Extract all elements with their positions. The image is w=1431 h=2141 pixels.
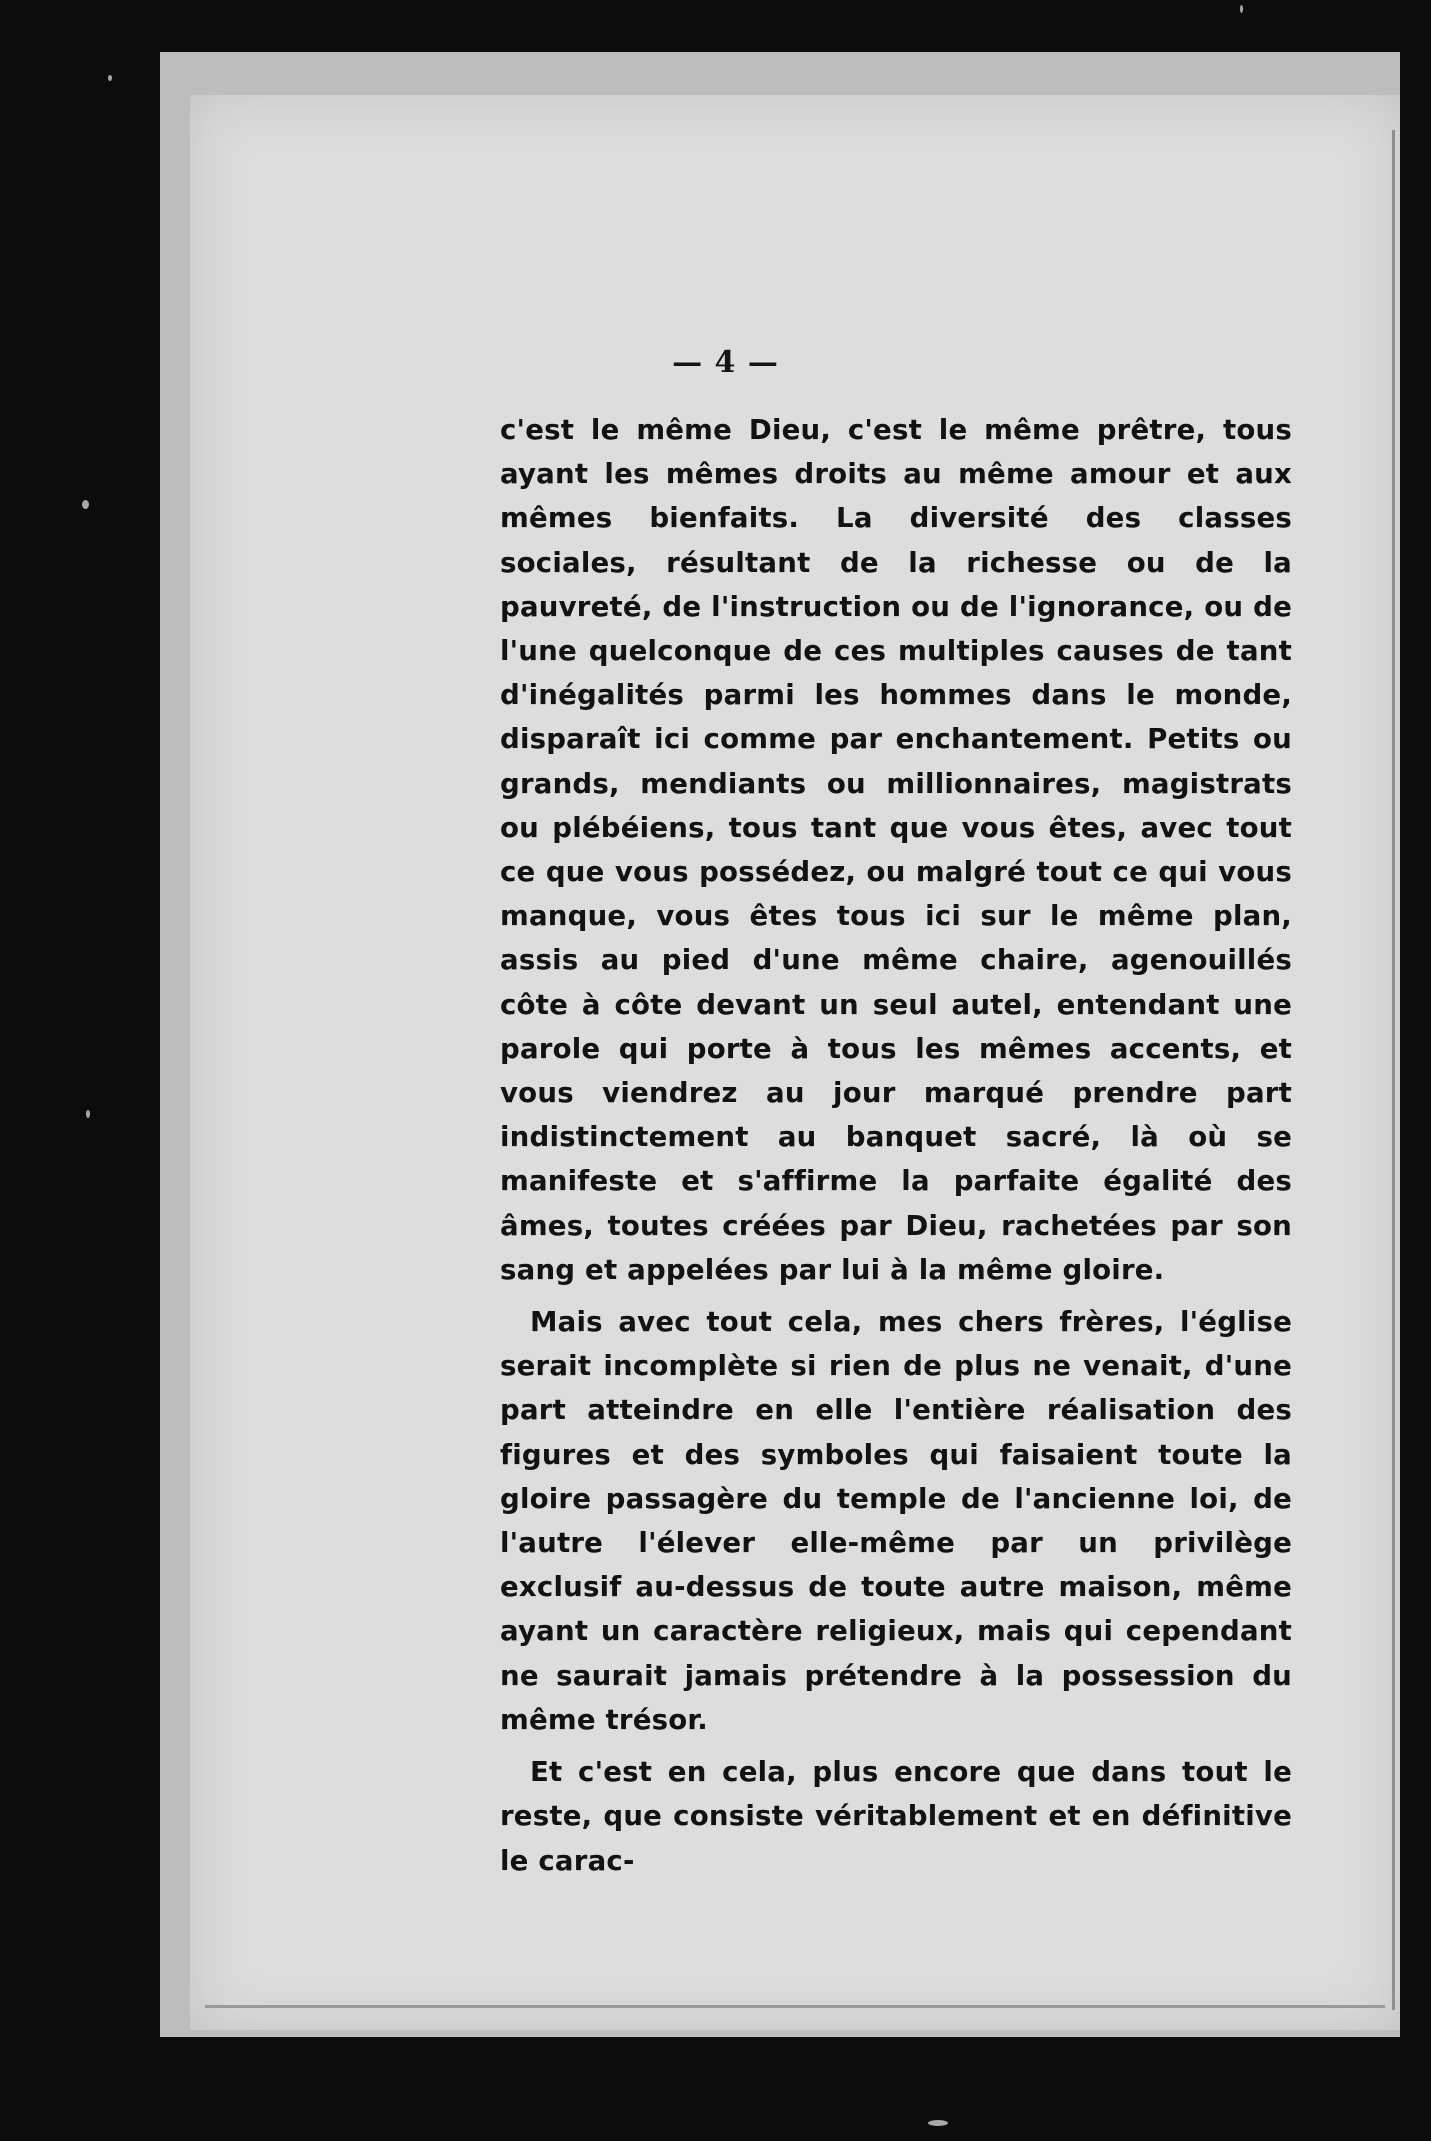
body-text <box>500 408 1292 1891</box>
dust-speck <box>82 500 89 509</box>
dust-speck <box>928 2120 948 2126</box>
page-right-edge <box>1392 130 1395 2010</box>
dust-speck <box>108 75 112 81</box>
paragraph: Et c'est en cela, plus encore que dans tout le reste, que consiste véritablement et en définitive le carac- <box>500 1755 1292 1877</box>
paragraph: c'est le même Dieu, c'est le même prêtre, tous ayant les mêmes droits au même amour et aux mêmes bienfaits. La diversité des classes sociales, résultant de la richesse ou de la pauvreté, de l'instruction ou de l'ignorance, ou de l'une quelconque de ces multiples causes de tant d'inégalités parmi les hommes dans le monde, disparaît ici comme par enchantement. Petits ou grands, mendiants ou millionnaires, magistrats ou plébéiens, tous tant que vous êtes, avec tout ce que vous possédez, ou malgré tout ce qui vous manque, vous êtes tous ici sur le même plan, assis au pied d'une même chaire, agenouillés côte à côte devant un seul autel, entendant une parole qui porte à tous les mêmes accents, et vous viendrez au jour marqué prendre part indistinctement au banquet sacré, là où se manifeste et s'affirme la parfaite égalité des âmes, toutes créées par Dieu, rachetées par son sang et appelées par lui à la même gloire. <box>500 413 1292 1286</box>
dust-speck <box>86 1110 90 1118</box>
dust-speck <box>1240 5 1243 13</box>
page-number: — 4 — <box>672 345 779 380</box>
page-bottom-edge <box>205 2005 1385 2008</box>
paragraph: Mais avec tout cela, mes chers frères, l'église serait incomplète si rien de plus ne venait, d'une part atteindre en elle l'entière réalisation des figures et des symboles qui faisaient toute la gloire passagère du temple de l'ancienne loi, de l'autre l'élever elle-même par un privilège exclusif au-dessus de toute autre maison, même ayant un caractère religieux, mais qui cependant ne saurait jamais prétendre à la possession du même trésor. <box>500 1305 1292 1736</box>
